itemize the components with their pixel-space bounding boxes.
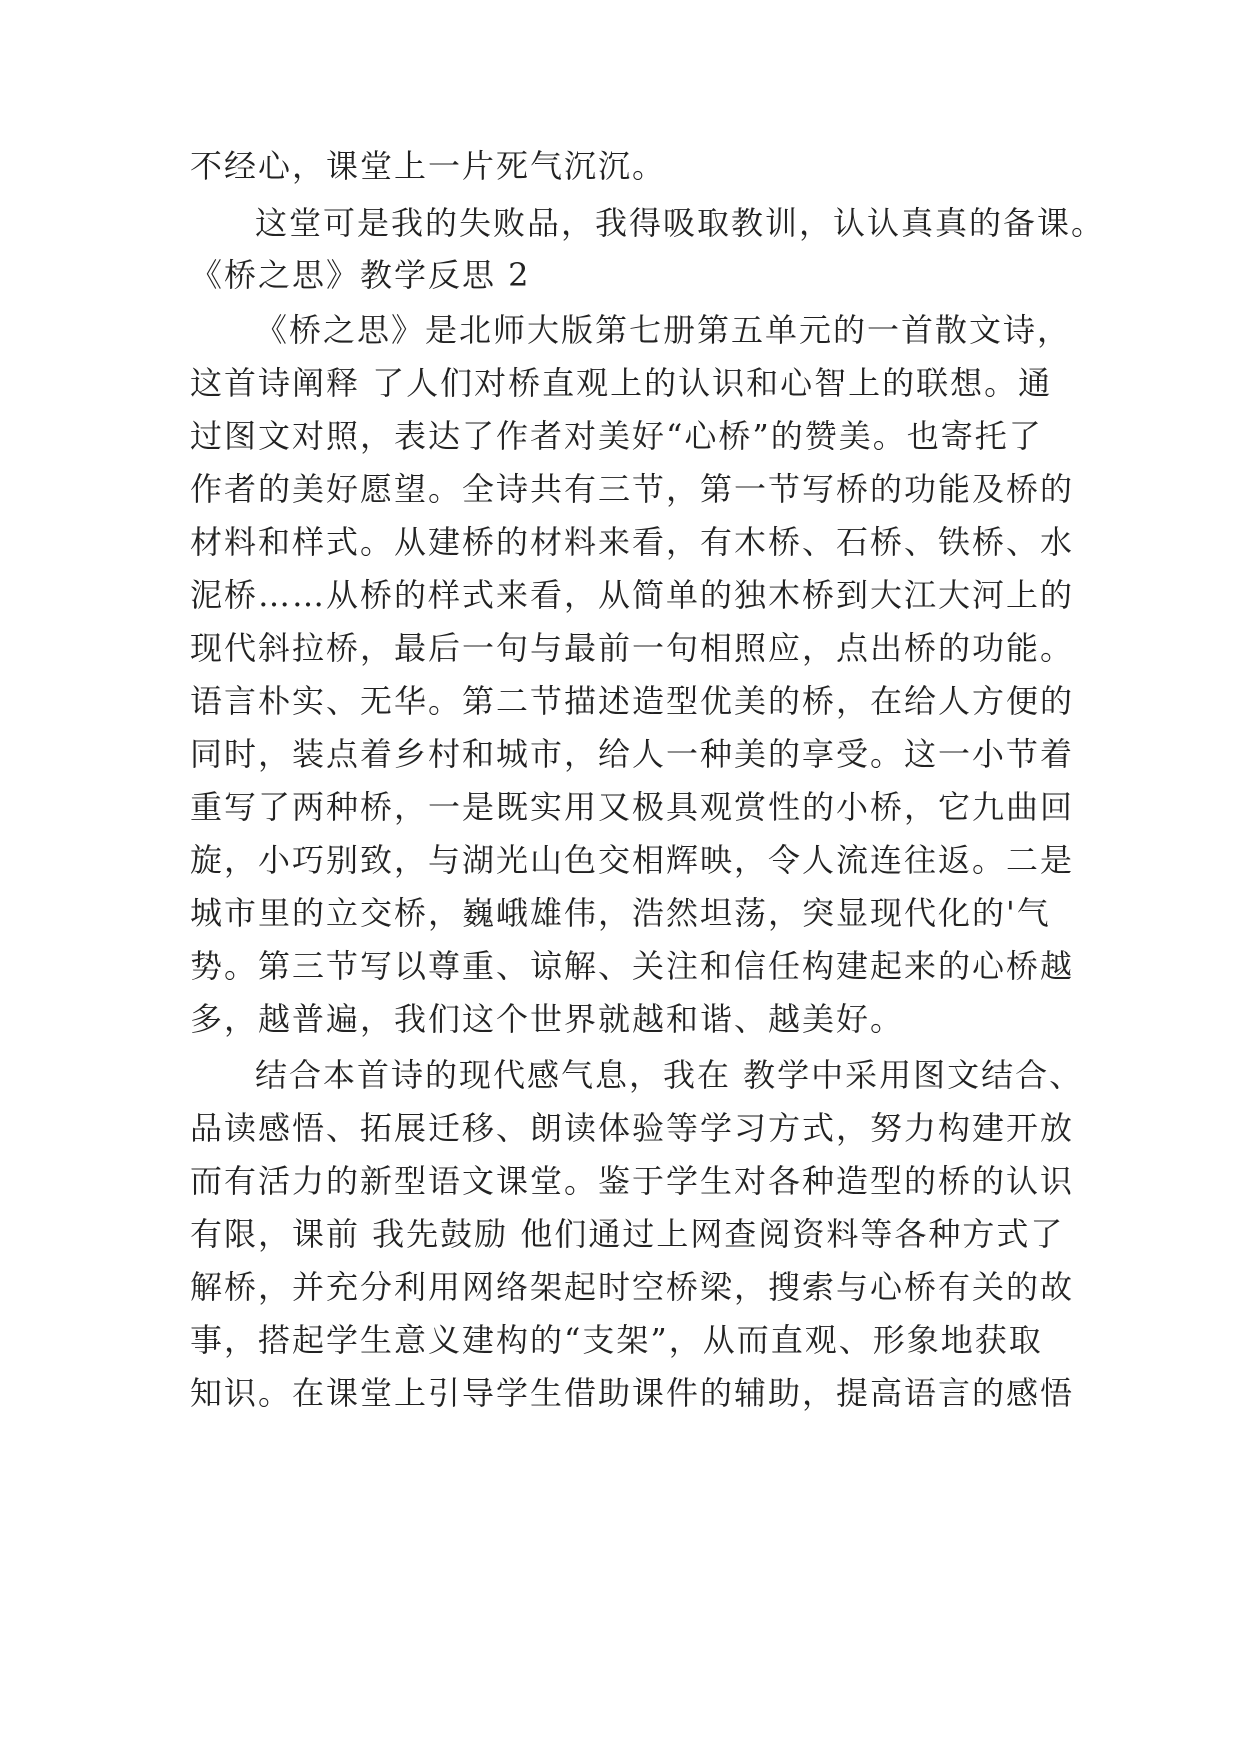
text-line: 结合本首诗的现代感气息，我在 教学中采用图文结合、 — [255, 1056, 1084, 1094]
text-line: 材料和样式。从建桥的材料来看，有木桥、石桥、铁桥、水 — [190, 523, 1075, 561]
text-line: 过图文对照，表达了作者对美好“心桥”的赞美。也寄托了 — [190, 417, 1043, 455]
text-line: 城市里的立交桥，巍峨雄伟，浩然坦荡，突显现代化的'气 — [190, 894, 1051, 932]
text-line: 事，搭起学生意义建构的“支架”，从而直观、形象地获取 — [190, 1321, 1043, 1359]
section-title: 《桥之思》教学反思 2 — [190, 256, 531, 294]
text-line: 现代斜拉桥，最后一句与最前一句相照应，点出桥的功能。 — [190, 629, 1075, 667]
text-line: 语言朴实、无华。第二节描述造型优美的桥，在给人方便的 — [190, 682, 1075, 720]
text-line: 势。第三节写以尊重、谅解、关注和信任构建起来的心桥越 — [190, 947, 1075, 985]
text-line: 解桥，并充分利用网络架起时空桥梁，搜索与心桥有关的故 — [190, 1268, 1075, 1306]
text-line: 这堂可是我的失败品，我得吸取教训，认认真真的备课。 — [255, 204, 1106, 242]
text-line: 同时，装点着乡村和城市，给人一种美的享受。这一小节着 — [190, 735, 1075, 773]
text-line: 旋，小巧别致，与湖光山色交相辉映，令人流连往返。二是 — [190, 841, 1075, 879]
text-line: 这首诗阐释 了人们对桥直观上的认识和心智上的联想。通 — [190, 364, 1053, 402]
text-line: 作者的美好愿望。全诗共有三节，第一节写桥的功能及桥的 — [190, 470, 1075, 508]
text-line: 有限，课前 我先鼓励 他们通过上网查阅资料等各种方式了 — [190, 1215, 1065, 1253]
text-line: 《桥之思》是北师大版第七册第五单元的一首散文诗， — [255, 311, 1072, 349]
text-line: 多，越普遍，我们这个世界就越和谐、越美好。 — [190, 1000, 905, 1038]
text-line: 泥桥……从桥的样式来看，从简单的独木桥到大江大河上的 — [190, 576, 1075, 614]
text-line: 重写了两种桥，一是既实用又极具观赏性的小桥，它九曲回 — [190, 788, 1075, 826]
text-line: 而有活力的新型语文课堂。鉴于学生对各种造型的桥的认识 — [190, 1162, 1075, 1200]
text-line: 不经心，课堂上一片死气沉沉。 — [190, 147, 667, 185]
text-line: 品读感悟、拓展迁移、朗读体验等学习方式，努力构建开放 — [190, 1109, 1075, 1147]
text-line: 知识。在课堂上引导学生借助课件的辅助，提高语言的感悟 — [190, 1374, 1075, 1412]
